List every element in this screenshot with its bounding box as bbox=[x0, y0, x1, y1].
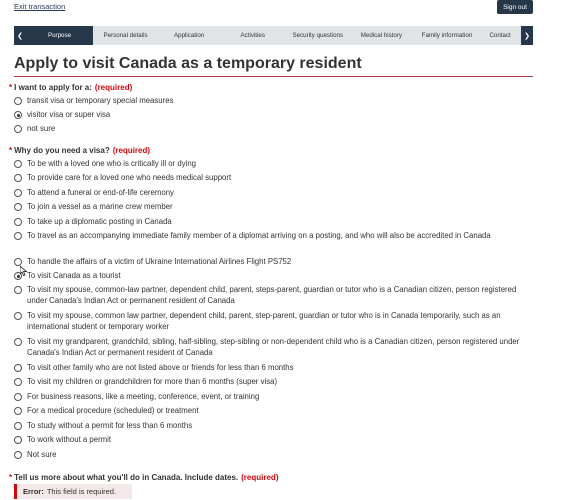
radio-icon[interactable] bbox=[14, 393, 22, 401]
exit-transaction-link[interactable]: Exit transaction bbox=[14, 2, 66, 11]
visa-reason-option[interactable] bbox=[14, 257, 529, 268]
chevron-right-icon: ❯ bbox=[524, 32, 530, 40]
title-divider bbox=[14, 76, 533, 77]
option-label: To handle the affairs of a victim of Ukraine International Airlines Flight PS752 bbox=[27, 257, 292, 266]
visa-reason-option[interactable] bbox=[14, 377, 529, 388]
tab-contact[interactable]: Contact bbox=[489, 32, 511, 39]
apply-for-question bbox=[9, 83, 132, 92]
required-marker: (required) bbox=[112, 146, 151, 155]
radio-icon[interactable] bbox=[14, 436, 22, 444]
tabs-prev-button[interactable] bbox=[14, 26, 26, 45]
visa-reason-option[interactable] bbox=[14, 285, 529, 306]
visa-reason-option[interactable] bbox=[14, 202, 529, 213]
option-label: For business reasons, like a meeting, conference, event, or training bbox=[27, 392, 260, 401]
option-label: To visit my children or grandchildren for more than 6 months (super visa) bbox=[27, 377, 278, 386]
option-label: To visit Canada as a tourist bbox=[27, 271, 121, 280]
tab-purpose[interactable]: Purpose bbox=[26, 26, 93, 45]
radio-icon[interactable] bbox=[14, 364, 22, 372]
tab-medical-history[interactable]: Medical history bbox=[360, 32, 403, 39]
option-label: not sure bbox=[27, 124, 56, 133]
progress-tabs bbox=[14, 26, 533, 45]
visa-reason-option[interactable] bbox=[14, 392, 529, 403]
option-label: To join a vessel as a marine crew member bbox=[27, 202, 173, 211]
required-marker: (required) bbox=[241, 473, 279, 482]
required-asterisk: * bbox=[9, 146, 13, 155]
visa-reason-option[interactable] bbox=[14, 421, 529, 432]
top-bar bbox=[0, 0, 570, 24]
visa-reason-option[interactable] bbox=[14, 159, 529, 170]
mouse-cursor-icon bbox=[20, 266, 28, 276]
tab-list bbox=[26, 26, 521, 45]
radio-icon[interactable] bbox=[14, 407, 22, 415]
radio-icon[interactable] bbox=[14, 451, 22, 459]
apply-for-option[interactable] bbox=[14, 96, 529, 107]
option-label: Not sure bbox=[27, 450, 57, 459]
chevron-left-icon: ❮ bbox=[17, 32, 23, 40]
activities-question bbox=[9, 473, 278, 482]
visa-reason-option[interactable] bbox=[14, 271, 529, 282]
option-label: transit visa or temporary special measures bbox=[27, 96, 174, 105]
option-label: To visit other family who are not listed above or friends for less than 6 months bbox=[27, 363, 294, 372]
option-label: To take up a diplomatic posting in Canada bbox=[27, 217, 172, 226]
radio-icon[interactable] bbox=[14, 312, 22, 320]
radio-checked-icon[interactable] bbox=[14, 111, 22, 119]
page-title: Apply to visit Canada as a temporary resident bbox=[14, 55, 362, 72]
option-label: To travel as an accompanying immediate family member of a diplomat arriving on a posting, and who will also be accredited in Canada bbox=[27, 231, 491, 240]
visa-reason-option[interactable] bbox=[14, 363, 529, 374]
radio-icon[interactable] bbox=[14, 338, 22, 346]
visa-reason-option[interactable] bbox=[14, 173, 529, 184]
tabs-next-button[interactable] bbox=[521, 26, 533, 45]
question-label: I want to apply for a: bbox=[14, 83, 92, 92]
radio-icon[interactable] bbox=[14, 174, 22, 182]
option-label: To provide care for a loved one who needs medical support bbox=[27, 173, 232, 182]
option-label: To attend a funeral or end-of-life ceremony bbox=[27, 188, 174, 197]
visa-reason-option[interactable] bbox=[14, 435, 529, 446]
tab-family-information[interactable]: Family information bbox=[421, 32, 473, 39]
option-label: To be with a loved one who is critically ill or dying bbox=[27, 159, 197, 168]
sign-out-button[interactable]: Sign out bbox=[497, 0, 533, 14]
error-message bbox=[14, 484, 132, 499]
radio-icon[interactable] bbox=[14, 378, 22, 386]
option-label: To visit my grandparent, grandchild, sibling, half-sibling, step-sibling or non-dependent child who is a Canadian citizen, person registered under Canada's Indian Act or permanent resident of Canada bbox=[27, 337, 520, 357]
question-label: Why do you need a visa? bbox=[14, 146, 110, 155]
error-prefix: Error: bbox=[23, 487, 44, 496]
visa-reason-option[interactable] bbox=[14, 311, 529, 332]
option-label: visitor visa or super visa bbox=[27, 110, 111, 119]
apply-for-option[interactable] bbox=[14, 124, 529, 135]
radio-icon[interactable] bbox=[14, 258, 22, 266]
visa-reason-option[interactable] bbox=[14, 406, 529, 417]
radio-icon[interactable] bbox=[14, 218, 22, 226]
required-marker: (required) bbox=[94, 83, 133, 92]
radio-icon[interactable] bbox=[14, 203, 22, 211]
apply-for-option[interactable] bbox=[14, 110, 529, 121]
question-label: Tell us more about what you'll do in Canada. Include dates. bbox=[14, 473, 239, 482]
option-label: To work without a permit bbox=[27, 435, 112, 444]
tab-application[interactable]: Application bbox=[174, 32, 205, 39]
visa-reason-option[interactable] bbox=[14, 450, 529, 461]
visa-reason-option[interactable] bbox=[14, 337, 529, 358]
option-label: To study without a permit for less than 6 months bbox=[27, 421, 193, 430]
radio-icon[interactable] bbox=[14, 232, 22, 240]
option-label: To visit my spouse, common-law partner, dependent child, parent, steps-parent, guardian or tutor who is a Canadian citizen, person registered under Canada's Indian Act or permanent resident of Canada bbox=[27, 285, 517, 305]
option-label: For a medical procedure (scheduled) or treatment bbox=[27, 406, 199, 415]
required-asterisk: * bbox=[9, 473, 13, 482]
required-asterisk: * bbox=[9, 83, 13, 92]
tab-personal-details[interactable]: Personal details bbox=[103, 32, 148, 39]
visa-reason-option[interactable] bbox=[14, 217, 529, 228]
radio-icon[interactable] bbox=[14, 286, 22, 294]
option-label: To visit my spouse, common law partner, dependent child, parent, step-parent, guardian or tutor who is in Canada temporarily, such as an international student or temporary worker bbox=[27, 311, 501, 331]
visa-reason-question bbox=[9, 146, 150, 155]
radio-icon[interactable] bbox=[14, 189, 22, 197]
tab-activities[interactable]: Activities bbox=[240, 32, 265, 39]
radio-icon[interactable] bbox=[14, 125, 22, 133]
visa-reason-option[interactable] bbox=[14, 231, 529, 242]
radio-icon[interactable] bbox=[14, 422, 22, 430]
radio-icon[interactable] bbox=[14, 160, 22, 168]
radio-icon[interactable] bbox=[14, 97, 22, 105]
visa-reason-option[interactable] bbox=[14, 188, 529, 199]
tab-security-questions[interactable]: Security questions bbox=[292, 32, 344, 39]
error-text: This field is required. bbox=[46, 487, 117, 496]
